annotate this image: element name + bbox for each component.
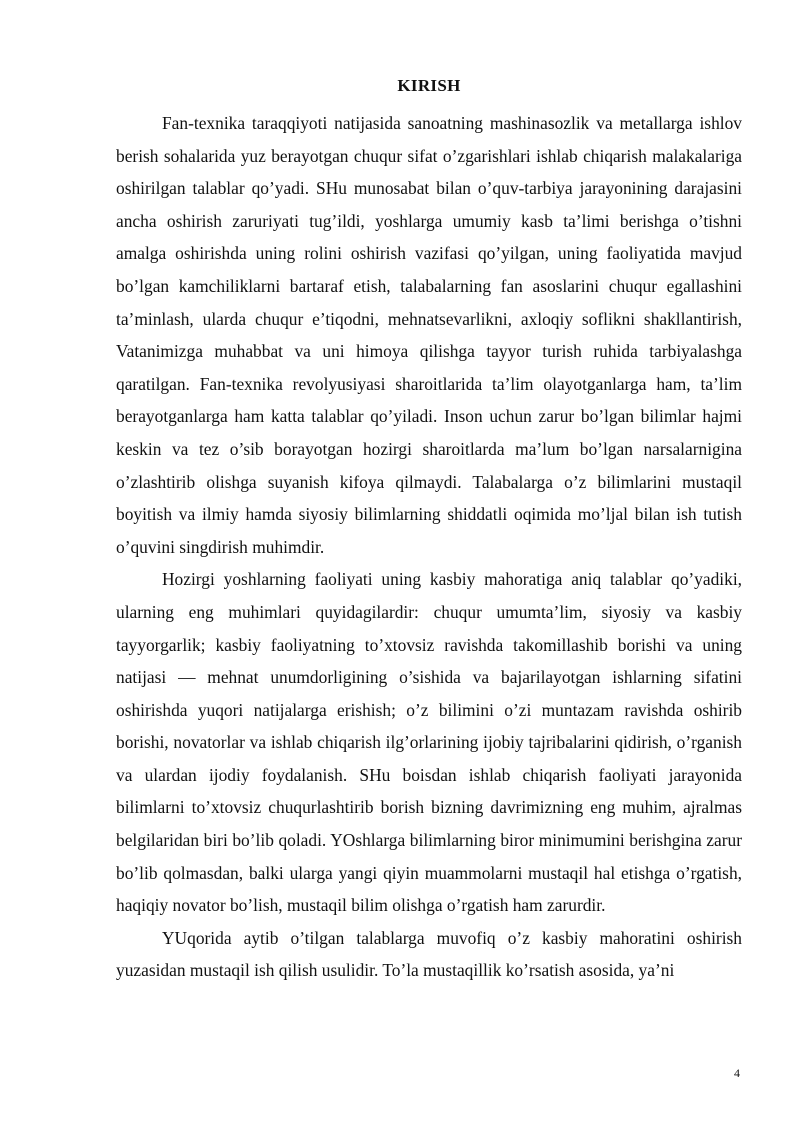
body-text	[116, 107, 742, 987]
page-title: KIRISH	[397, 76, 461, 95]
paragraph-3: YUqorida aytib o’tilgan talablarga muvofiq o’z kasbiy mahoratini oshirish yuzasidan mustaqil ish qilish usulidir. To’la mustaqillik ko’rsatish asosida, ya’ni	[116, 927, 742, 981]
page-number: 4	[734, 1066, 740, 1080]
paragraph-1: Fan-texnika taraqqiyoti natijasida sanoatning mashinasozlik va metallarga ishlov berish sohalarida yuz berayotgan chuqur sifat o’zgarishlari ishlab chiqarish malakalariga oshirilgan talablar qo’yadi. SHu munosabat bilan o’quv-tarbiya jarayonining darajasini ancha oshirish zaruriyati tug’ildi, yoshlarga umumiy kasb ta’limi berishga o’tishni amalga oshirishda uning rolini oshirish vazifasi qo’yilgan, uning faoliyatida mavjud bo’lgan kamchiliklarni bartaraf etish, talabalarning fan asoslarini chuqur egallashini ta’minlash, ularda chuqur e’tiqodni, mehnatsevarlikni, axloqiy soflikni shakllantirish, Vatanimizga muhabbat va uni himoya qilishga tayyor turish ruhida tarbiyalashga qaratilgan. Fan-texnika revolyusiyasi sharoitlarida ta’lim olayotganlarga ham, ta’lim berayotganlarga ham katta talablar qo’yiladi. Inson uchun zarur bo’lgan bilimlar hajmi keskin va tez o’sib borayotgan hozirgi sharoitlarda ma’lum bo’lgan narsalarnigina o’zlashtirib olishga suyanish kifoya qilmaydi. Talabalarga o’z bilimlarini mustaqil boyitish va ilmiy hamda siyosiy bilimlarning shiddatli oqimida mo’ljal bilan ish tutish o’quvini singdirish muhimdir.	[116, 113, 742, 557]
paragraph-2: Hozirgi yoshlarning faoliyati uning kasbiy mahoratiga aniq talablar qo’yadiki, ularning eng muhimlari quyidagilardir: chuqur umumta’lim, siyosiy va kasbiy tayyorgarlik; kasbiy faoliyatning to’xtovsiz ravishda takomillashib borishi va uning natijasi — mehnat unumdorligining o’sishida va bajarilayotgan ishlarning sifatini oshirishda yuqori natijalarga erishish; o’z bilimini o’zi muntazam ravishda oshirib borishi, novatorlar va ishlab chiqarish ilg’orlarining ijobiy tajribalarini qidirish, o’rganish va ulardan ijodiy foydalanish. SHu boisdan ishlab chiqarish faoliyati jarayonida bilimlarni to’xtovsiz chuqurlashtirib borish bizning davrimizning eng muhim, ajralmas belgilaridan biri bo’lib qoladi. YOshlarga bilimlarning biror minimumini berishgina zarur bo’lib qolmasdan, balki ularga yangi qiyin muammolarni mustaqil hal etishga o’rgatish, haqiqiy novator bo’lish, mustaqil bilim olishga o’rgatish ham zarurdir.	[116, 569, 742, 916]
